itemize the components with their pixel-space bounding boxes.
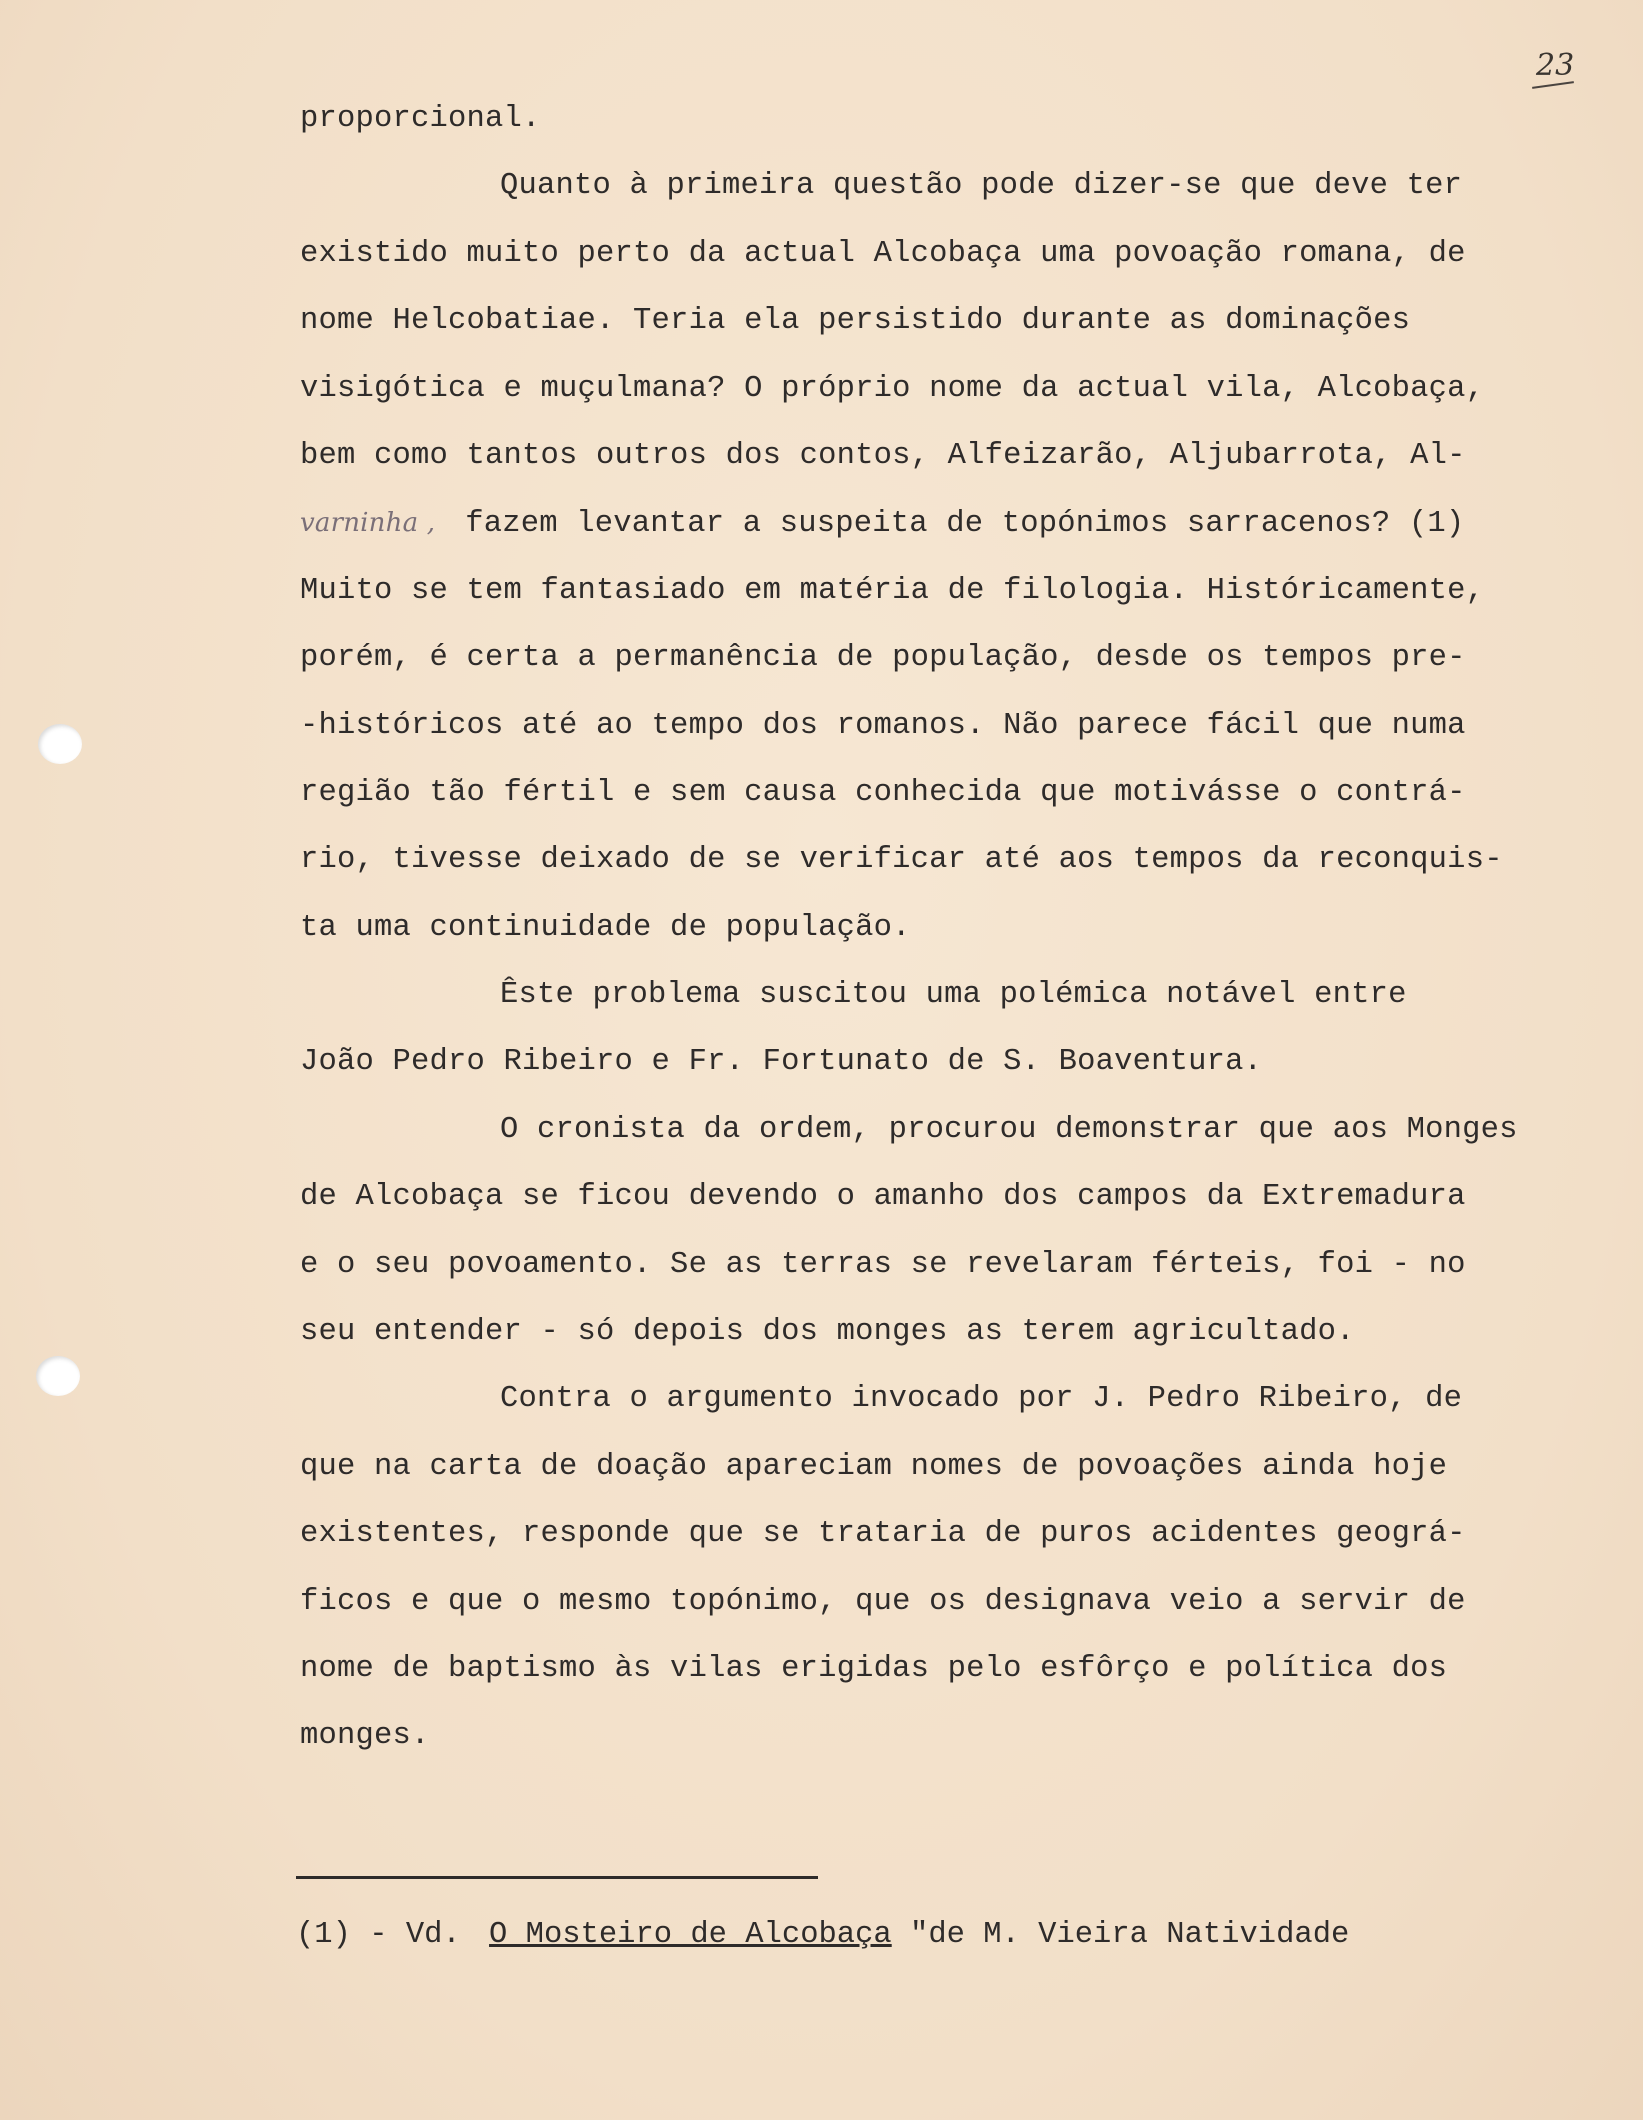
body-text: [300, 86, 1610, 1771]
text-line-content: fazem levantar a suspeita de topónimos sarracenos? (1): [465, 507, 1465, 542]
text-line: bem como tantos outros dos contos, Alfeizarão, Aljubarrota, Al-: [300, 438, 1466, 473]
text-line: monges.: [300, 1719, 430, 1754]
text-line: de Alcobaça se ficou devendo o amanho dos campos da Extremadura: [300, 1180, 1466, 1215]
text-line: existido muito perto da actual Alcobaça uma povoação romana, de: [300, 236, 1466, 271]
text-line: que na carta de doação apareciam nomes de povoações ainda hoje: [300, 1449, 1448, 1484]
text-line: seu entender - só depois dos monges as terem agricultado.: [300, 1315, 1355, 1350]
text-line: [300, 490, 1610, 557]
footnote-prefix: (1) - Vd.: [296, 1918, 461, 1952]
text-line: -históricos até ao tempo dos romanos. Não parece fácil que numa: [300, 708, 1466, 743]
text-line: ficos e que o mesmo topónimo, que os designava veio a servir de: [300, 1584, 1466, 1619]
text-line: visigótica e muçulmana? O próprio nome da actual vila, Alcobaça,: [300, 371, 1485, 406]
text-line: região tão fértil e sem causa conhecida que motivásse o contrá-: [300, 775, 1466, 810]
footnote-title: O Mosteiro de Alcobaça: [489, 1918, 892, 1952]
handwritten-insert: varninha ,: [300, 508, 436, 539]
text-line: e o seu povoamento. Se as terras se revelaram férteis, foi - no: [300, 1247, 1466, 1282]
text-line: ta uma continuidade de população.: [300, 910, 911, 945]
text-line: existentes, responde que se trataria de puros acidentes geográ-: [300, 1517, 1466, 1552]
footnote: [296, 1910, 1349, 1960]
page-number: 23: [1536, 48, 1575, 83]
text-line: Contra o argumento invocado por J. Pedro Ribeiro, de: [500, 1382, 1463, 1417]
footnote-suffix: "de M. Vieira Natividade: [910, 1918, 1350, 1952]
punch-hole: [38, 724, 82, 764]
text-line: nome Helcobatiae. Teria ela persistido durante as dominações: [300, 304, 1411, 339]
text-line: nome de baptismo às vilas erigidas pelo esfôrço e política dos: [300, 1651, 1448, 1686]
text-line: João Pedro Ribeiro e Fr. Fortunato de S. Boaventura.: [300, 1045, 1263, 1080]
footnote-divider: [296, 1876, 818, 1879]
text-line: O cronista da ordem, procurou demonstrar que aos Monges: [500, 1112, 1518, 1147]
text-line: porém, é certa a permanência de população, desde os tempos pre-: [300, 641, 1466, 676]
text-line: Quanto à primeira questão pode dizer-se que deve ter: [500, 169, 1463, 204]
text-line: Êste problema suscitou uma polémica notável entre: [500, 978, 1407, 1013]
punch-hole: [36, 1356, 80, 1396]
text-line: proporcional.: [300, 102, 541, 136]
text-line: Muito se tem fantasiado em matéria de filologia. Históricamente,: [300, 573, 1485, 608]
text-line: rio, tivesse deixado de se verificar até aos tempos da reconquis-: [300, 843, 1503, 878]
